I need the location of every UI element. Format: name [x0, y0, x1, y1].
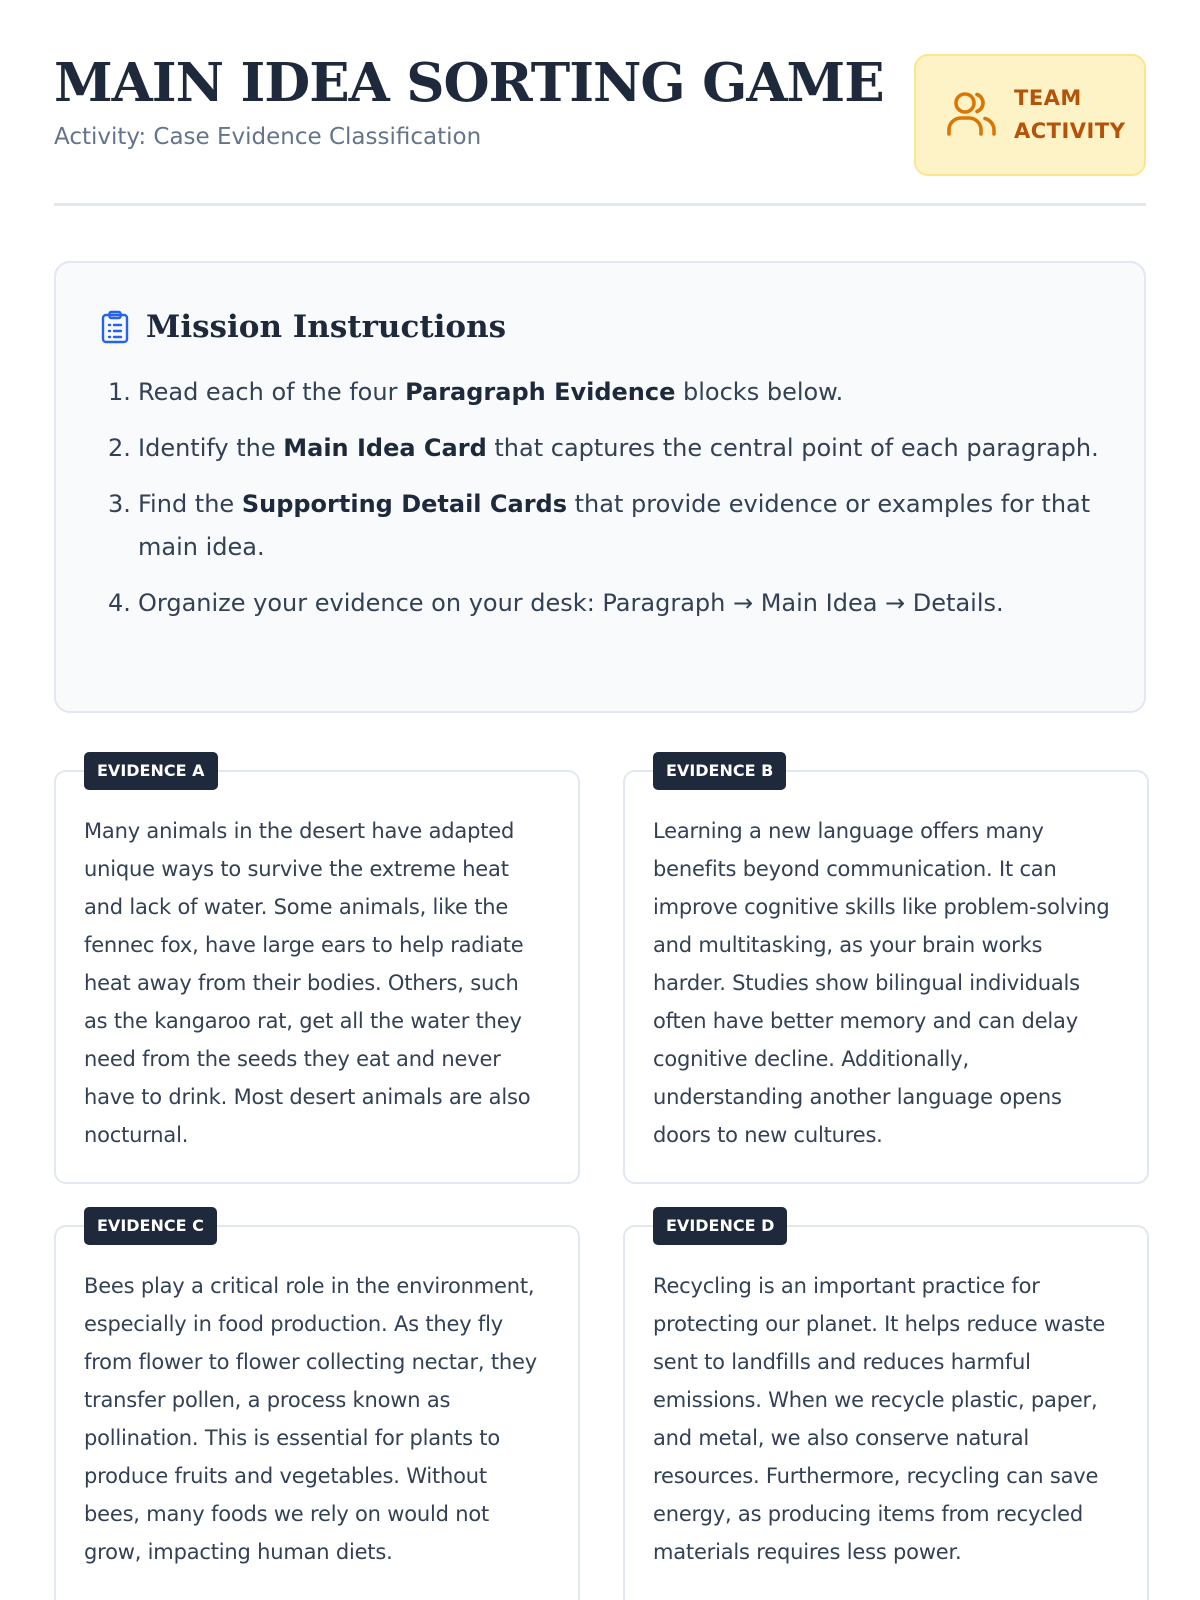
instruction-step [108, 582, 1108, 625]
step-text: Identify the [138, 434, 284, 462]
step-highlight: Paragraph Evidence [405, 378, 676, 406]
evidence-text: Many animals in the desert have adapted unique ways to survive the extreme heat and lack of water. Some animals, like the fennec fox, have large ears to help radiate heat away from their bodies. Others, such as the kangaroo rat, get all the water they need from the seeds they eat and never have to drink. Most desert animals are also nocturnal. [84, 819, 531, 1147]
step-highlight: Supporting Detail Cards [241, 490, 567, 518]
evidence-label: EVIDENCE B [653, 752, 786, 790]
badge-label [1014, 82, 1134, 148]
instructions-heading [100, 309, 506, 345]
badge-label-line1: TEAM [1014, 86, 1082, 110]
instructions-list [108, 371, 1108, 638]
evidence-text: Bees play a critical role in the environment, especially in food production. As they fly from flower to flower collecting nectar, they transfer pollen, a process known as pollination. This is essential for plants to produce fruits and vegetables. Without bees, many foods we rely on would not grow, impacting human diets. [84, 1274, 537, 1564]
step-number: 3. [108, 490, 131, 518]
users-icon [944, 87, 1000, 143]
step-text: Read each of the four [138, 378, 406, 406]
evidence-label: EVIDENCE A [84, 752, 218, 790]
step-number: 4. [108, 589, 131, 617]
header [54, 0, 1146, 206]
step-highlight: Main Idea Card [283, 434, 487, 462]
badge-label-line2: ACTIVITY [1014, 119, 1126, 143]
instructions-title: Mission Instructions [146, 309, 507, 345]
evidence-text: Learning a new language offers many benefits beyond communication. It can improve cognitive skills like problem-solving and multitasking, as your brain works harder. Studies show bilingual individuals often have better memory and can delay cognitive decline. Additionally, understanding another language opens doors to new cultures. [653, 819, 1110, 1147]
page-title: MAIN IDEA SORTING GAME [54, 52, 884, 114]
evidence-card-a [54, 761, 580, 1184]
clipboard-icon [100, 310, 130, 344]
page-subtitle: Activity: Case Evidence Classification [54, 124, 482, 150]
team-activity-badge [914, 54, 1146, 176]
step-text: Find the [138, 490, 242, 518]
step-number: 2. [108, 434, 131, 462]
step-text: that provide evidence or examples for that main idea. [138, 490, 1091, 561]
instruction-step [108, 427, 1108, 470]
instructions-panel [54, 261, 1146, 713]
evidence-card-c [54, 1216, 580, 1600]
page [54, 0, 1146, 1564]
step-text: Organize your evidence on your desk: Paragraph → Main Idea → Details. [138, 589, 1004, 617]
step-number: 1. [108, 378, 131, 406]
instruction-step [108, 483, 1108, 569]
evidence-card-d [623, 1216, 1149, 1600]
step-text: blocks below. [675, 378, 844, 406]
instruction-step [108, 371, 1108, 414]
evidence-card-b [623, 761, 1149, 1184]
evidence-text: Recycling is an important practice for protecting our planet. It helps reduce waste sent to landfills and reduces harmful emissions. When we recycle plastic, paper, and metal, we also conserve natural resources. Furthermore, recycling can save energy, as producing items from recycled materials requires less power. [653, 1274, 1106, 1564]
step-text: that captures the central point of each paragraph. [486, 434, 1099, 462]
evidence-label: EVIDENCE C [84, 1207, 217, 1245]
evidence-label: EVIDENCE D [653, 1207, 787, 1245]
